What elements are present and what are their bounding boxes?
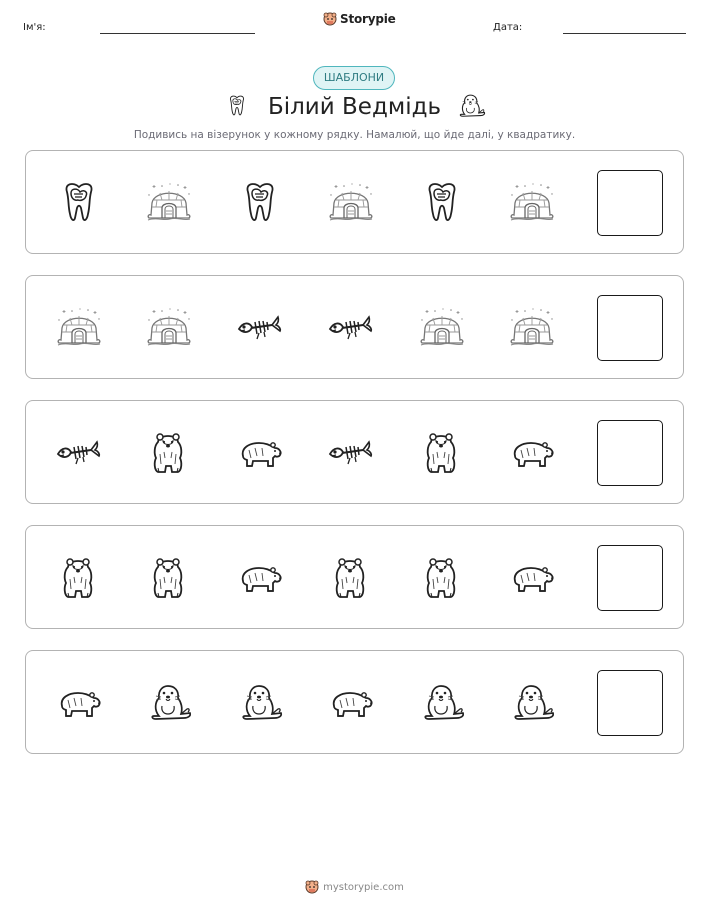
seal-icon [235, 678, 285, 728]
fish-skeleton-icon [326, 303, 376, 353]
polar-bear-sitting-icon [144, 428, 194, 478]
seal-icon [144, 678, 194, 728]
polar-bear-sitting-icon [417, 428, 467, 478]
instructions: Подивись на візерунок у кожному рядку. Намалюй, що йде далі, у квадратику. [133, 129, 576, 141]
brand-logo [323, 12, 396, 26]
pattern-row-4 [25, 525, 684, 629]
footer [0, 880, 709, 894]
tooth-icon [417, 178, 467, 228]
igloo-icon [144, 178, 194, 228]
polar-bear-sitting-icon [326, 553, 376, 603]
polar-bear-walking-icon [54, 678, 104, 728]
tooth-icon [235, 178, 285, 228]
page-title: Білий Ведмідь [267, 94, 442, 120]
answer-box[interactable] [597, 545, 663, 611]
polar-bear-sitting-icon [417, 553, 467, 603]
answer-box[interactable] [597, 420, 663, 486]
category-badge: ШАБЛОНИ [313, 66, 395, 90]
tooth-icon [54, 178, 104, 228]
storypie-mascot-icon [323, 12, 337, 26]
igloo-icon [144, 303, 194, 353]
name-label: Ім'я: [23, 22, 46, 33]
answer-box[interactable] [597, 670, 663, 736]
polar-bear-walking-icon [507, 428, 557, 478]
polar-bear-walking-icon [235, 553, 285, 603]
date-line[interactable] [563, 33, 686, 34]
polar-bear-sitting-icon [54, 553, 104, 603]
fish-skeleton-icon [54, 428, 104, 478]
pattern-row-5 [25, 650, 684, 754]
seal-icon [455, 90, 487, 122]
name-line[interactable] [100, 33, 255, 34]
igloo-icon [507, 303, 557, 353]
storypie-mascot-icon [305, 880, 319, 894]
answer-box[interactable] [597, 170, 663, 236]
polar-bear-sitting-icon [144, 553, 194, 603]
polar-bear-walking-icon [326, 678, 376, 728]
pattern-row-3 [25, 400, 684, 504]
igloo-icon [54, 303, 104, 353]
date-label: Дата: [493, 22, 523, 33]
igloo-icon [507, 178, 557, 228]
answer-box[interactable] [597, 295, 663, 361]
seal-icon [507, 678, 557, 728]
polar-bear-walking-icon [235, 428, 285, 478]
footer-url: mystorypie.com [323, 881, 404, 893]
igloo-icon [326, 178, 376, 228]
igloo-icon [417, 303, 467, 353]
seal-icon [417, 678, 467, 728]
pattern-row-1 [25, 150, 684, 254]
pattern-row-2 [25, 275, 684, 379]
fish-skeleton-icon [235, 303, 285, 353]
fish-skeleton-icon [326, 428, 376, 478]
polar-bear-walking-icon [507, 553, 557, 603]
brand-name: Storypie [340, 12, 396, 26]
